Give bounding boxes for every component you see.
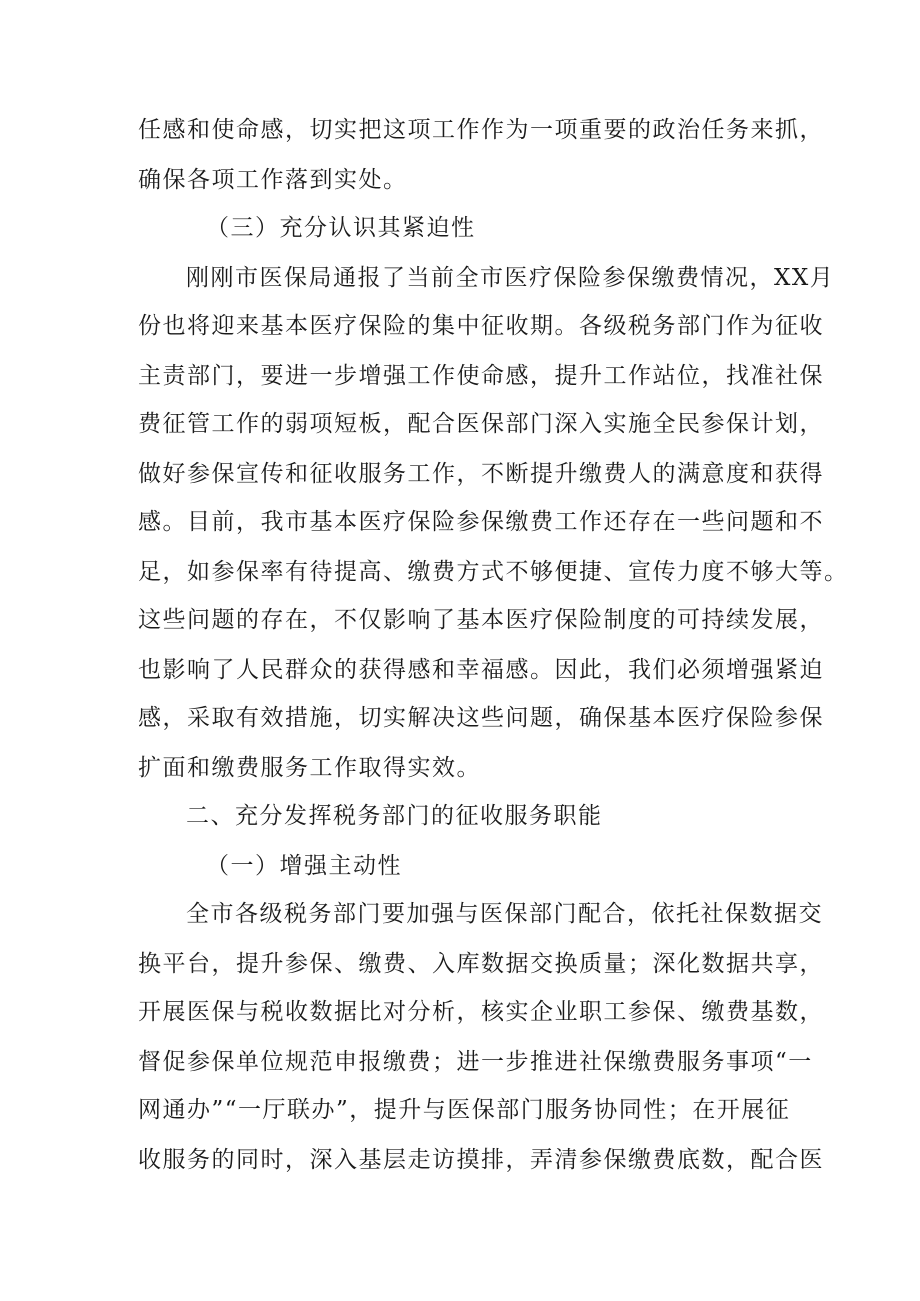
text-line: 主责部门，要进一步增强工作使命感，提升工作站位，找准社保 xyxy=(138,363,824,389)
text-line: 做好参保宣传和征收服务工作，不断提升缴费人的满意度和获得 xyxy=(138,461,824,487)
text-line: 网通办”“一厅联办”，提升与医保部门服务协同性；在开展征 xyxy=(138,1097,791,1123)
text-line: 全市各级税务部门要加强与医保部门配合，依托社保数据交 xyxy=(186,901,823,927)
text-line: 感，采取有效措施，切实解决这些问题，确保基本医疗保险参保 xyxy=(138,705,824,731)
text-line: 刚刚市医保局通报了当前全市医疗保险参保缴费情况，XX月 xyxy=(186,265,835,291)
section-heading: （三）充分认识其紧迫性 xyxy=(206,215,476,241)
text-line: 这些问题的存在，不仅影响了基本医疗保险制度的可持续发展， xyxy=(138,607,824,633)
text-line: 份也将迎来基本医疗保险的集中征收期。各级税务部门作为征收 xyxy=(138,313,824,339)
text-line: 扩面和缴费服务工作取得实效。 xyxy=(138,755,481,781)
text-line: 收服务的同时，深入基层走访摸排，弄清参保缴费底数，配合医 xyxy=(138,1147,824,1173)
text-line: 足，如参保率有待提高、缴费方式不够便捷、宣传力度不够大等。 xyxy=(138,559,849,585)
section-heading: （一）增强主动性 xyxy=(206,853,402,879)
text-line: 确保各项工作落到实处。 xyxy=(138,167,408,193)
text-line: 任感和使命感，切实把这项工作作为一项重要的政治任务来抓， xyxy=(138,117,824,143)
text-line: 费征管工作的弱项短板，配合医保部门深入实施全民参保计划， xyxy=(138,411,824,437)
text-line: 督促参保单位规范申报缴费；进一步推进社保缴费服务事项“一 xyxy=(138,1049,813,1075)
text-line: 换平台，提升参保、缴费、入库数据交换质量；深化数据共享， xyxy=(138,951,824,977)
text-line: 开展医保与税收数据比对分析，核实企业职工参保、缴费基数， xyxy=(138,999,824,1025)
chapter-heading: 二、充分发挥税务部门的征收服务职能 xyxy=(186,803,603,829)
text-line: 感。目前，我市基本医疗保险参保缴费工作还存在一些问题和不 xyxy=(138,509,824,535)
text-line: 也影响了人民群众的获得感和幸福感。因此，我们必须增强紧迫 xyxy=(138,657,824,683)
